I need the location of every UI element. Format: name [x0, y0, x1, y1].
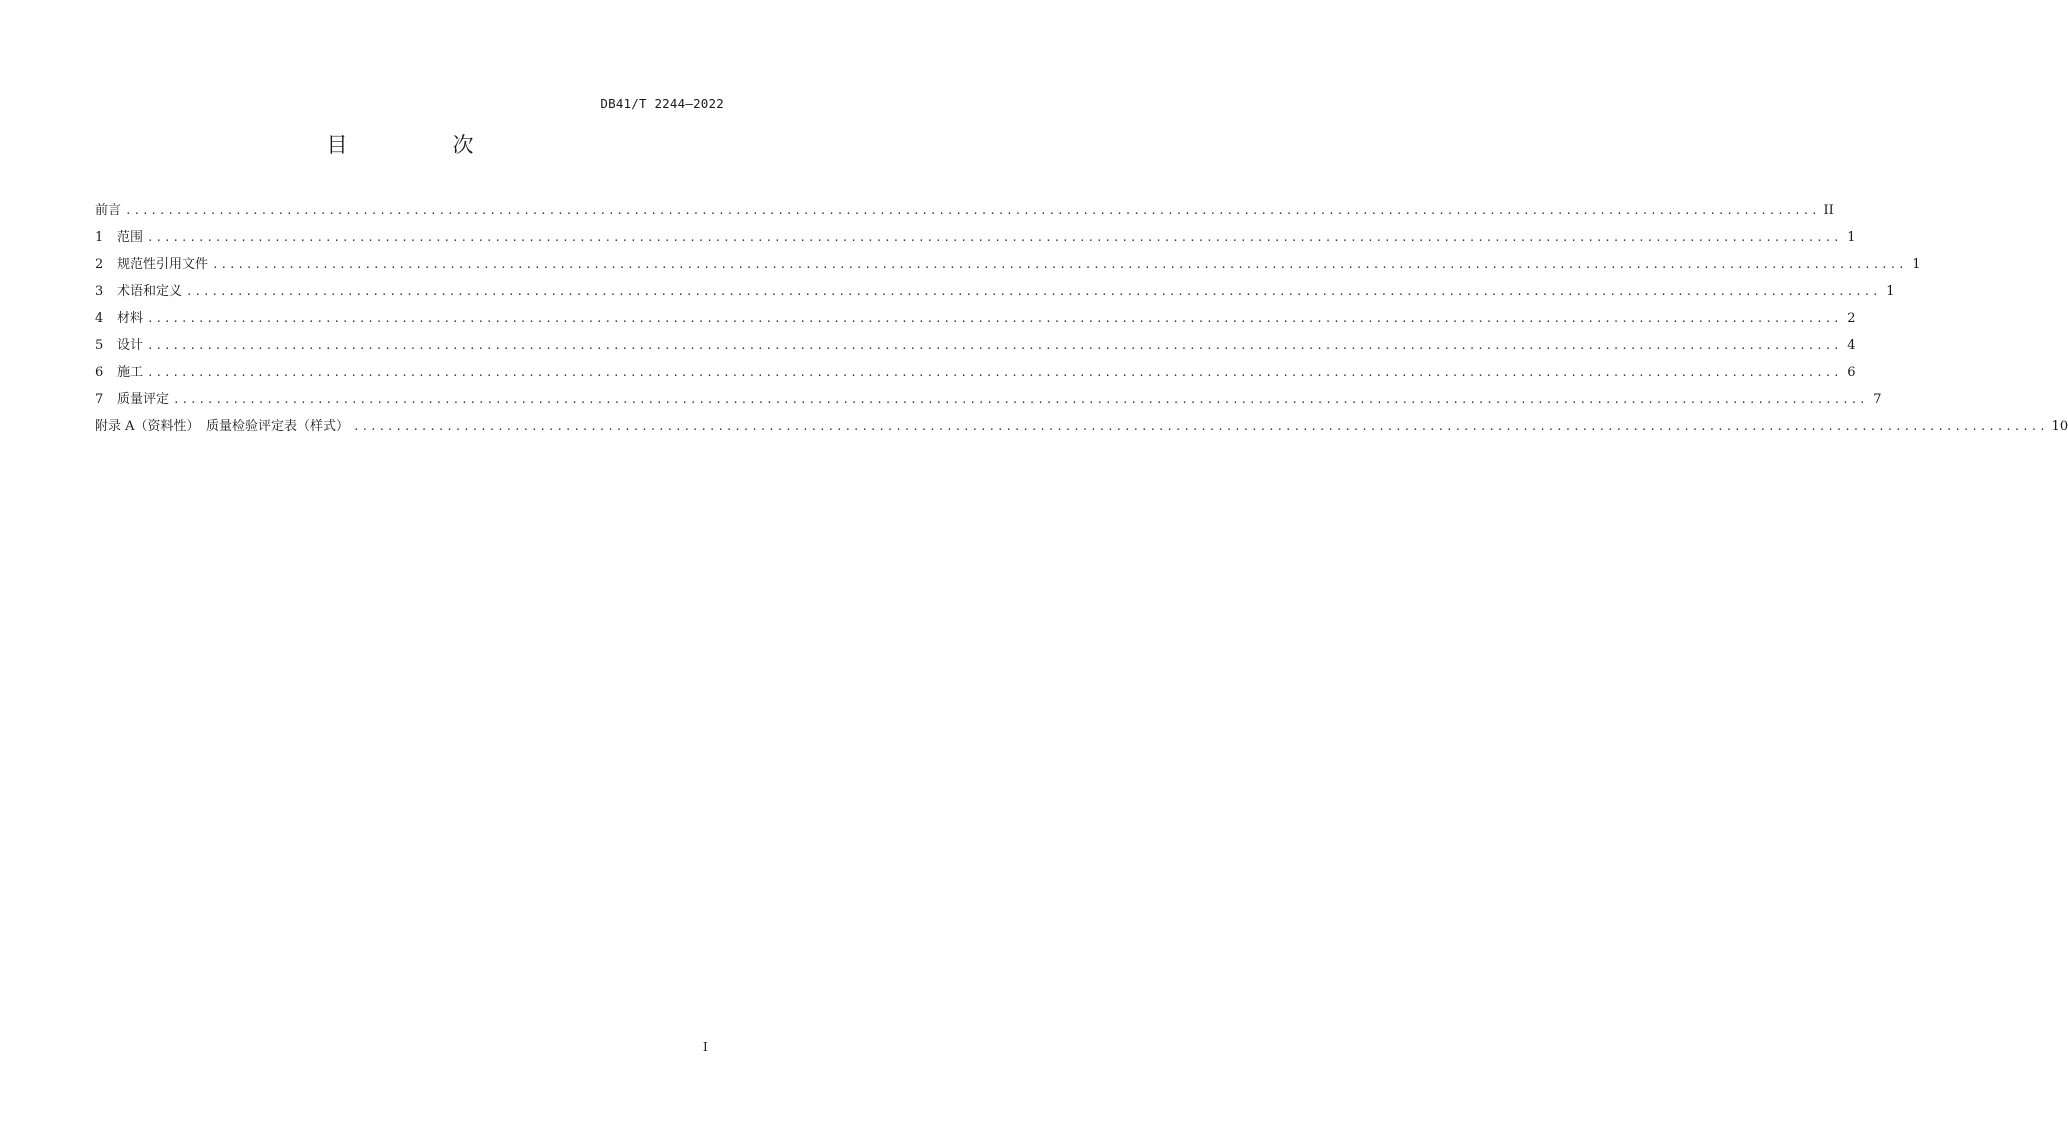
toc-entry-construction[interactable]: [95, 363, 1856, 390]
toc-entry-page: 1: [1912, 257, 1921, 272]
toc-leader-dots: ........................................................................................................................................................................................................: [147, 312, 1842, 325]
toc-leader-dots: ........................................................................................................................................................................................................: [147, 339, 1842, 352]
toc-entry-number: 4: [95, 311, 104, 326]
toc-entry-page: 1: [1847, 230, 1856, 245]
toc-entry-normative-references[interactable]: [95, 255, 1921, 282]
document-code: DB41/T 2244—2022: [600, 96, 724, 111]
toc-leader-dots: ........................................................................................................................................................................................................: [125, 204, 1820, 217]
toc-entry-title: [95, 309, 143, 329]
toc-entry-terms-definitions[interactable]: [95, 282, 1895, 309]
toc-entry-title: [95, 255, 208, 275]
page-number: I: [703, 1040, 708, 1054]
toc-entry-page: 4: [1847, 338, 1856, 353]
toc-entry-quality-assessment[interactable]: [95, 390, 1882, 417]
toc-entry-design[interactable]: [95, 336, 1856, 363]
toc-entry-label: 质量评定: [117, 392, 170, 407]
toc-entry-page: 6: [1847, 365, 1856, 380]
toc-entry-foreword[interactable]: [95, 201, 1834, 228]
toc-entry-label: 材料: [117, 311, 144, 326]
toc-entry-number: 6: [95, 365, 104, 380]
toc-entry-number: 1: [95, 230, 104, 245]
toc-leader-dots: ........................................................................................................................................................................................................: [147, 366, 1842, 379]
toc-entry-number: 3: [95, 284, 104, 299]
toc-entry-label: 施工: [117, 365, 144, 380]
toc-entry-label: 前言: [95, 203, 122, 218]
toc-entry-number: 2: [95, 257, 104, 272]
toc-entry-label: 设计: [117, 338, 144, 353]
toc-entry-page: 2: [1847, 311, 1856, 326]
toc-entry-materials[interactable]: [95, 309, 1856, 336]
toc-entry-title: [95, 363, 143, 383]
page-title: 目 次: [326, 133, 516, 157]
toc-entry-title: [95, 228, 143, 248]
toc-leader-dots: ........................................................................................................................................................................................................: [212, 258, 1907, 271]
toc-leader-dots: ........................................................................................................................................................................................................: [353, 420, 2048, 433]
toc-entry-title: [95, 390, 169, 410]
toc-entry-scope[interactable]: [95, 228, 1856, 255]
toc-entry-number: 7: [95, 392, 104, 407]
toc-leader-dots: ........................................................................................................................................................................................................: [173, 393, 1868, 406]
toc-leader-dots: ........................................................................................................................................................................................................: [147, 231, 1842, 244]
toc-entry-label: 术语和定义: [117, 284, 183, 299]
toc-entry-page: II: [1823, 203, 1834, 218]
toc-entry-label: 范围: [117, 230, 144, 245]
toc-entry-label: 规范性引用文件: [117, 257, 209, 272]
toc-entry-page: 1: [1886, 284, 1895, 299]
toc-entry-page: 10: [2051, 419, 2068, 434]
toc-entry-title: [95, 282, 182, 302]
toc-entry-page: 7: [1873, 392, 1882, 407]
table-of-contents: [95, 201, 2068, 444]
toc-entry-label: 附录 A（资料性） 质量检验评定表（样式）: [95, 419, 350, 434]
toc-entry-title: [95, 336, 143, 356]
toc-leader-dots: ........................................................................................................................................................................................................: [186, 285, 1881, 298]
toc-entry-appendix-a[interactable]: [95, 417, 2068, 444]
toc-entry-number: 5: [95, 338, 104, 353]
